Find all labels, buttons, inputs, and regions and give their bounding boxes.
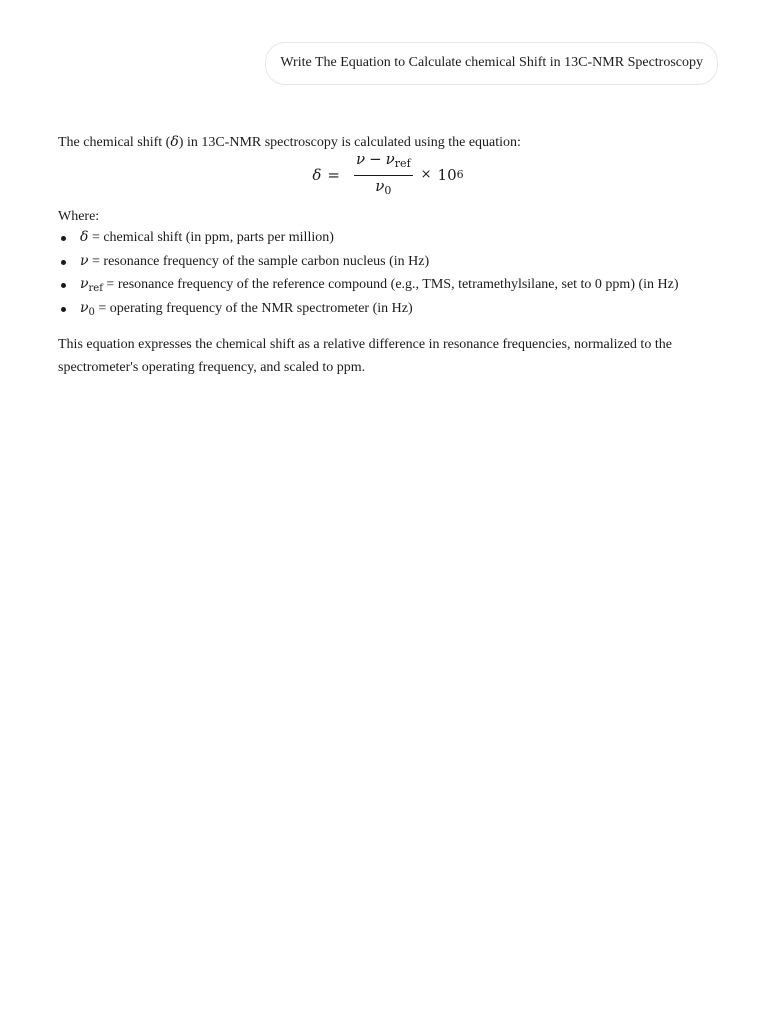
definition-symbol [80, 276, 103, 292]
definition-symbol: ν [80, 252, 89, 269]
fraction-numerator [354, 150, 413, 176]
definition-symbol-subscript: ref [88, 283, 103, 294]
equation-exponent: 6 [456, 168, 464, 181]
intro-delta-symbol: δ [170, 134, 179, 150]
intro-text-after: ) in 13C-NMR spectroscopy is calculated using the equation: [178, 135, 521, 150]
user-message-text: Write The Equation to Calculate chemical Shift in 13C-NMR Spectroscopy [280, 55, 703, 70]
bullet-icon [61, 260, 66, 265]
definition-text: = resonance frequency of the reference compound (e.g., TMS, tetramethylsilane, set to 0 ppm) (in Hz) [102, 277, 679, 292]
definition-symbol [80, 300, 95, 316]
definition-text: = operating frequency of the NMR spectrometer (in Hz) [94, 300, 413, 316]
definitions-list [58, 227, 718, 321]
equation-fraction [354, 150, 413, 200]
bullet-icon [61, 283, 66, 288]
bullet-icon [61, 307, 66, 312]
equation-lhs-delta: δ [312, 166, 322, 184]
intro-text-before: The chemical shift ( [58, 135, 171, 150]
denominator-subscript: 0 [384, 184, 392, 197]
assistant-response [58, 132, 718, 379]
definition-item-nu [58, 251, 718, 275]
numerator-nu: ν [355, 150, 366, 168]
numerator-nu-ref: ν [385, 150, 395, 168]
where-label: Where: [58, 209, 100, 224]
numerator-ref-subscript: ref [394, 157, 411, 170]
definition-text: = chemical shift (in ppm, parts per million) [88, 230, 334, 245]
denominator-nu: ν [375, 177, 385, 195]
definition-symbol-base: ν [80, 299, 89, 316]
definition-symbol: δ [80, 229, 89, 245]
user-message-bubble [265, 42, 718, 85]
equation-equals-sign: = [327, 166, 340, 184]
equation-times-sign: × [420, 167, 432, 182]
definition-item-nu-ref [58, 274, 718, 298]
chemical-shift-equation [58, 150, 718, 197]
equation-body [312, 150, 463, 200]
definition-text: = resonance frequency of the sample carbon nucleus (in Hz) [88, 253, 430, 269]
equation-base: 10 [437, 166, 457, 184]
fraction-denominator [375, 176, 391, 200]
numerator-minus: − [369, 150, 382, 168]
definition-item-delta [58, 227, 718, 251]
bullet-icon [61, 236, 66, 241]
definition-symbol-subscript: 0 [88, 306, 95, 318]
definition-symbol-base: ν [80, 276, 89, 292]
definition-item-nu-zero [58, 298, 718, 322]
summary-paragraph: This equation expresses the chemical shift as a relative difference in resonance frequencies, normalized to the spectrometer's operating frequency, and scaled to ppm. [58, 337, 672, 375]
